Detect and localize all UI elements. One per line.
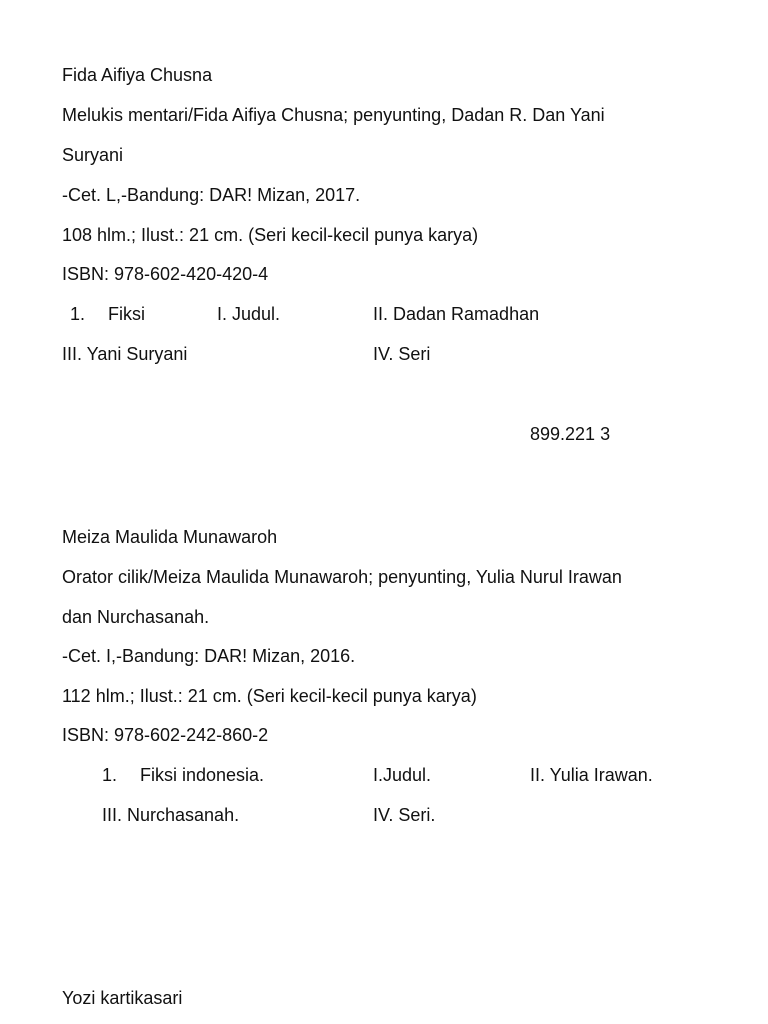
entry-1-subject-4: III. Yani Suryani (62, 344, 188, 364)
entry-1-physical-description: 108 hlm.; Ilust.: 21 cm. (Seri kecil-kecil punya karya) (62, 225, 479, 245)
entry-2-isbn: ISBN: 978-602-242-860-2 (62, 725, 269, 745)
entry-2-author: Meiza Maulida Munawaroh (62, 527, 278, 547)
entry-1-subject-5: IV. Seri (373, 344, 431, 364)
entry-2-subject-3: II. Yulia Irawan. (530, 765, 653, 785)
entry-1-edition: -Cet. L,-Bandung: DAR! Mizan, 2017. (62, 185, 361, 205)
entry-2-subject-number: 1. (102, 765, 118, 785)
entry-1-author: Fida Aifiya Chusna (62, 65, 213, 85)
entry-2-subject-5: IV. Seri. (373, 805, 436, 825)
entry-1-subject-3: II. Dadan Ramadhan (373, 304, 540, 324)
entry-1-isbn: ISBN: 978-602-420-420-4 (62, 264, 269, 284)
entry-1-subject-number: 1. (70, 304, 86, 324)
entry-2-title-line-1: Orator cilik/Meiza Maulida Munawaroh; penyunting, Yulia Nurul Irawan (62, 567, 622, 587)
entry-2-subject-4: III. Nurchasanah. (102, 805, 240, 825)
entry-2-physical-description: 112 hlm.; Ilust.: 21 cm. (Seri kecil-kecil punya karya) (62, 686, 477, 706)
entry-2-title-line-2: dan Nurchasanah. (62, 607, 210, 627)
entry-1-classification-number: 899.221 3 (530, 424, 611, 444)
entry-1-title-line-1: Melukis mentari/Fida Aifiya Chusna; penyunting, Dadan R. Dan Yani (62, 105, 605, 125)
entry-3-author: Yozi kartikasari (62, 988, 183, 1008)
entry-2-edition: -Cet. I,-Bandung: DAR! Mizan, 2016. (62, 646, 356, 666)
entry-2-subject-2: I.Judul. (373, 765, 432, 785)
entry-1-subject-2: I. Judul. (217, 304, 281, 324)
entry-2-subject-1: Fiksi indonesia. (140, 765, 265, 785)
entry-1-title-line-2: Suryani (62, 145, 124, 165)
entry-1-subject-1: Fiksi (108, 304, 145, 324)
